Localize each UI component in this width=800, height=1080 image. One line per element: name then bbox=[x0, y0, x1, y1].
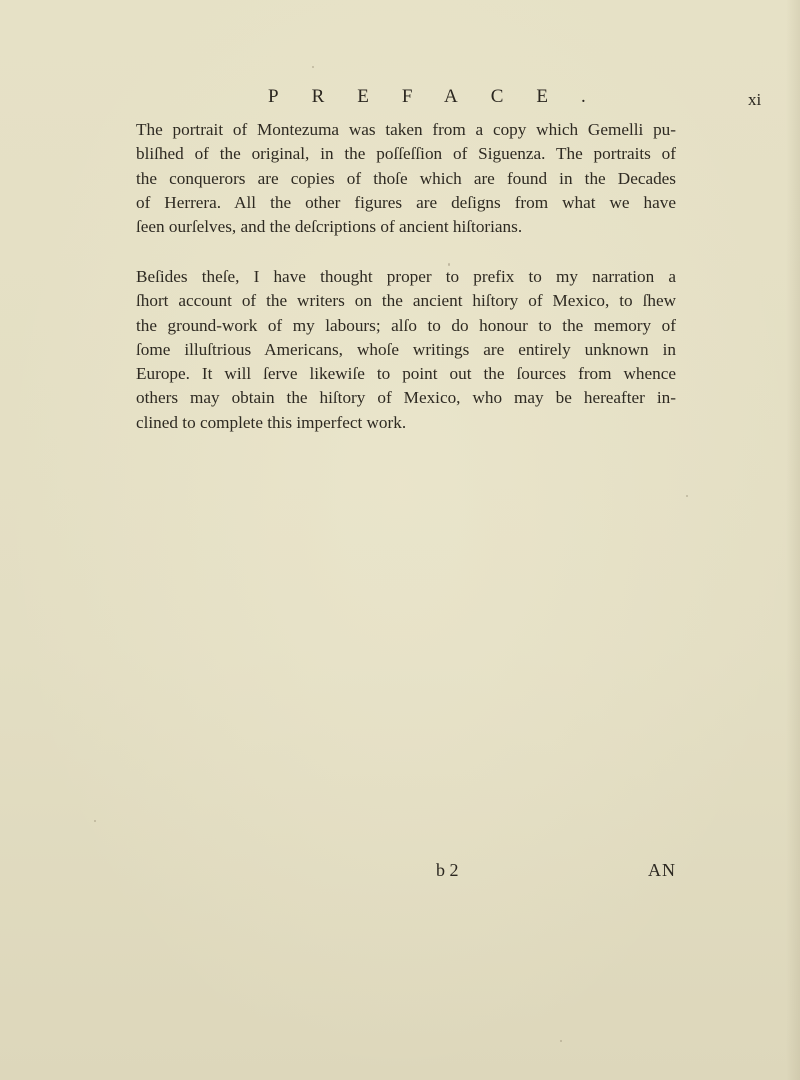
paragraph-1 bbox=[136, 118, 676, 239]
text-line: bliſhed of the original, in the poſſeſſion of Siguenza. The portraits of bbox=[136, 144, 676, 164]
signature-mark: b 2 bbox=[436, 860, 459, 880]
catchword: AN bbox=[648, 860, 676, 880]
text-line: clined to complete this imperfect work. bbox=[136, 412, 407, 432]
text-line: ſome illuſtrious Americans, whoſe writings are entirely unknown in bbox=[136, 339, 676, 359]
text-line: the ground-work of my labours; alſo to do honour to the memory of bbox=[136, 315, 676, 335]
paper-speck bbox=[312, 66, 314, 68]
text-line: ſhort account of the writers on the ancient hiſtory of Mexico, to ſhew bbox=[136, 291, 676, 311]
text-line: others may obtain the hiſtory of Mexico, who may be hereafter in- bbox=[136, 388, 676, 408]
paper-speck bbox=[560, 1040, 562, 1042]
text-line: The portrait of Montezuma was taken from a copy which Gemelli pu- bbox=[136, 120, 676, 139]
paper-speck bbox=[448, 263, 450, 266]
paper-speck bbox=[686, 495, 688, 497]
paper-speck bbox=[94, 820, 96, 822]
text-line: Europe. It will ſerve likewiſe to point out the ſources from whence bbox=[136, 364, 676, 384]
text-line: of Herrera. All the other figures are deſigns from what we have bbox=[136, 192, 676, 212]
running-title: PREFACE. bbox=[268, 86, 619, 107]
text-line: Beſides theſe, I have thought proper to prefix to my narration a bbox=[136, 267, 676, 286]
text-line: the conquerors are copies of thoſe which are found in the Decades bbox=[136, 168, 676, 188]
text-line: ſeen ourſelves, and the deſcriptions of ancient hiſtorians. bbox=[136, 217, 523, 237]
paragraph-2 bbox=[136, 265, 676, 435]
page-number: xi bbox=[748, 90, 762, 109]
page-edge-shadow bbox=[786, 0, 800, 1080]
